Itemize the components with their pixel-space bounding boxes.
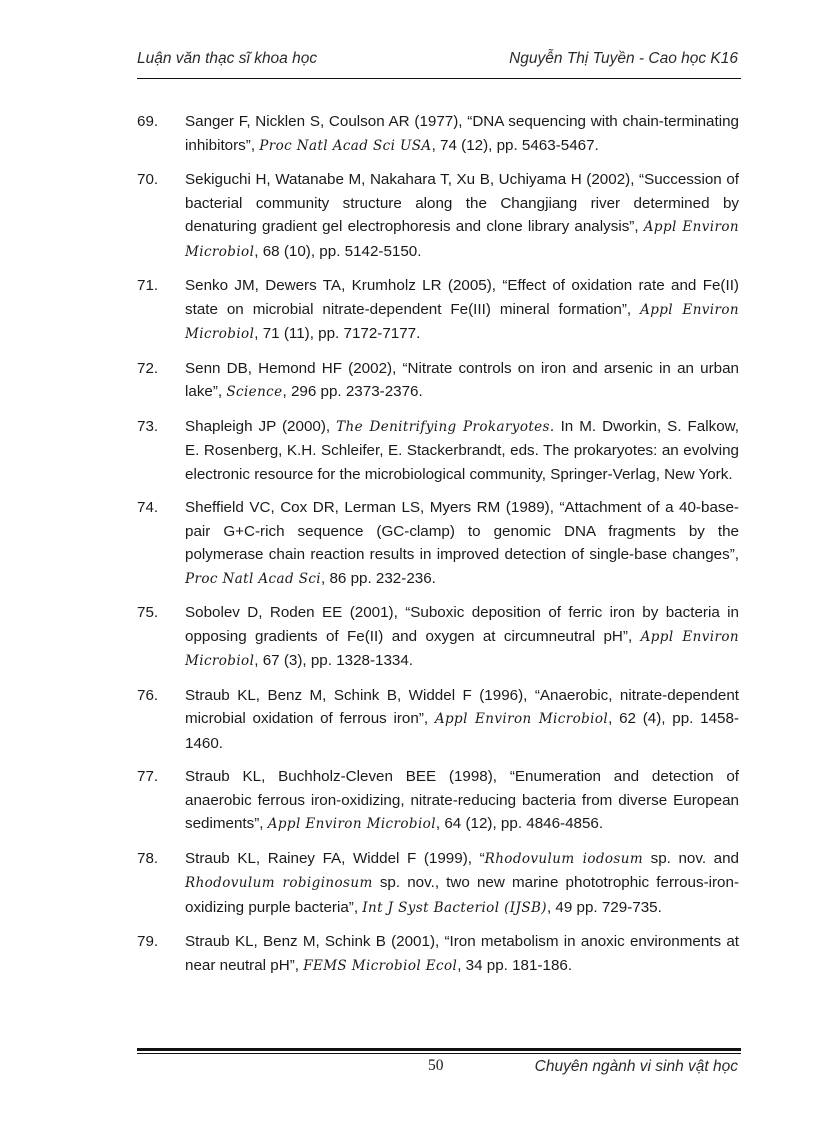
reference-number: 70. xyxy=(137,171,159,188)
reference-text: , 67 (3), pp. 1328-1334. xyxy=(254,652,414,669)
header-left-title: Luận văn thạc sĩ khoa học xyxy=(137,50,318,67)
reference-item xyxy=(137,930,739,978)
reference-number: 76. xyxy=(137,686,159,704)
reference-text: Sobolev D, Roden EE (2001), “Suboxic deposition of ferric iron by bacteria in opposing gradients of Fe(II) and oxygen at circumneutral pH”, xyxy=(185,604,739,645)
reference-text: , 49 pp. 729-735. xyxy=(546,898,662,916)
reference-number: 72. xyxy=(137,359,159,377)
reference-number: 79. xyxy=(137,933,159,950)
species-name: Rhodovulum robiginosum xyxy=(185,875,373,891)
footer-specialty: Chuyên ngành vi sinh vật học xyxy=(534,1058,738,1075)
page-number: 50 xyxy=(428,1057,444,1074)
reference-item xyxy=(137,496,739,591)
journal-name: Science xyxy=(226,384,283,400)
journal-name: Int J Syst Bacteriol (IJSB) xyxy=(362,899,547,916)
reference-item xyxy=(137,357,739,405)
journal-name: Appl Environ Microbiol xyxy=(185,628,739,669)
reference-text: Shapleigh JP (2000), xyxy=(185,417,337,435)
reference-number: 75. xyxy=(137,604,159,621)
reference-text: Straub KL, Buchholz-Cleven BEE (1998), “Enumeration and detection of anaerobic ferrous iron-oxidizing, nitrate-reducing bacteria from diverse European sediments”, xyxy=(185,768,739,832)
journal-name: FEMS Microbiol Ecol xyxy=(303,957,458,974)
journal-name: Appl Environ Microbiol xyxy=(267,816,436,832)
reference-text: Sanger F, Nicklen S, Coulson AR (1977), “DNA sequencing with chain-terminating inhibitors”, xyxy=(185,113,739,154)
reference-text: Senn DB, Hemond HF (2002), “Nitrate controls on iron and arsenic in an urban lake”, xyxy=(185,359,739,400)
reference-list xyxy=(137,110,739,988)
species-name: Rhodovulum iodosum xyxy=(484,850,644,867)
reference-item xyxy=(137,110,739,158)
reference-number: 71. xyxy=(137,277,159,294)
reference-item xyxy=(137,847,739,921)
journal-name: Appl Environ Microbiol xyxy=(185,219,739,260)
reference-text: , 296 pp. 2373-2376. xyxy=(282,383,423,400)
book-title: The Denitrifying Prokaryotes. xyxy=(336,418,555,435)
reference-text: , 64 (12), pp. 4846-4856. xyxy=(435,815,604,832)
reference-text: Sekiguchi H, Watanabe M, Nakahara T, Xu B, Uchiyama H (2002), “Succession of bacterial community structure along the Changjiang river determined by denaturing gradient gel electrophoresis and clone library analysis”, xyxy=(185,171,739,235)
reference-item xyxy=(137,765,739,837)
reference-text: sp. nov. and xyxy=(643,849,740,867)
reference-text: , 68 (10), pp. 5142-5150. xyxy=(254,242,422,260)
reference-item xyxy=(137,168,739,264)
reference-text: , 34 pp. 181-186. xyxy=(457,956,573,974)
reference-text: , 74 (12), pp. 5463-5467. xyxy=(431,136,599,154)
reference-number: 78. xyxy=(137,849,159,867)
reference-text: Straub KL, Benz M, Schink B, Widdel F (1996), “Anaerobic, nitrate-dependent microbial oxidation of ferrous iron”, xyxy=(185,686,739,727)
reference-number: 77. xyxy=(137,768,159,785)
footer-rule-thin xyxy=(137,1053,741,1054)
reference-text: , 71 (11), pp. 7172-7177. xyxy=(254,325,421,342)
reference-text: Senko JM, Dewers TA, Krumholz LR (2005), “Effect of oxidation rate and Fe(II) state on microbial nitrate-dependent Fe(III) mineral formation”, xyxy=(185,277,739,318)
journal-name: Appl Environ Microbiol xyxy=(185,301,740,342)
reference-item xyxy=(137,415,739,487)
reference-text: Straub KL, Benz M, Schink B (2001), “Iron metabolism in anoxic environments at near neutral pH”, xyxy=(185,933,739,974)
journal-name: Appl Environ Microbiol xyxy=(434,711,609,727)
reference-item xyxy=(137,684,739,756)
reference-number: 73. xyxy=(137,417,159,435)
journal-name: Proc Natl Acad Sci USA xyxy=(259,137,432,154)
footer-rule-thick xyxy=(137,1048,741,1051)
journal-name: Proc Natl Acad Sci xyxy=(185,570,322,587)
reference-item xyxy=(137,274,739,347)
reference-item xyxy=(137,601,739,674)
header-right-author: Nguyễn Thị Tuyền - Cao học K16 xyxy=(509,50,738,67)
reference-text: In M. Dworkin, S. Falkow, E. Rosenberg, K.H. Schleifer, E. Stackerbrandt, eds. The prokaryotes: an evolving electronic resource for the microbiological community, Springer-Verlag, New York. xyxy=(185,417,740,483)
header-rule xyxy=(137,78,741,79)
reference-text: sp. nov., two new marine phototrophic ferrous-iron-oxidizing purple bacteria”, xyxy=(185,874,740,916)
reference-number: 69. xyxy=(137,113,159,130)
reference-number: 74. xyxy=(137,499,159,516)
reference-text: , 86 pp. 232-236. xyxy=(321,569,436,587)
reference-text: Sheffield VC, Cox DR, Lerman LS, Myers RM (1989), “Attachment of a 40-base-pair G+C-rich sequence (GC-clamp) to genomic DNA fragments by the polymerase chain reaction results in improved detection of single-base changes”, xyxy=(185,499,739,563)
reference-text: Straub KL, Rainey FA, Widdel F (1999), “ xyxy=(185,849,485,867)
reference-text: , 62 (4), pp. 1458-1460. xyxy=(185,710,739,752)
